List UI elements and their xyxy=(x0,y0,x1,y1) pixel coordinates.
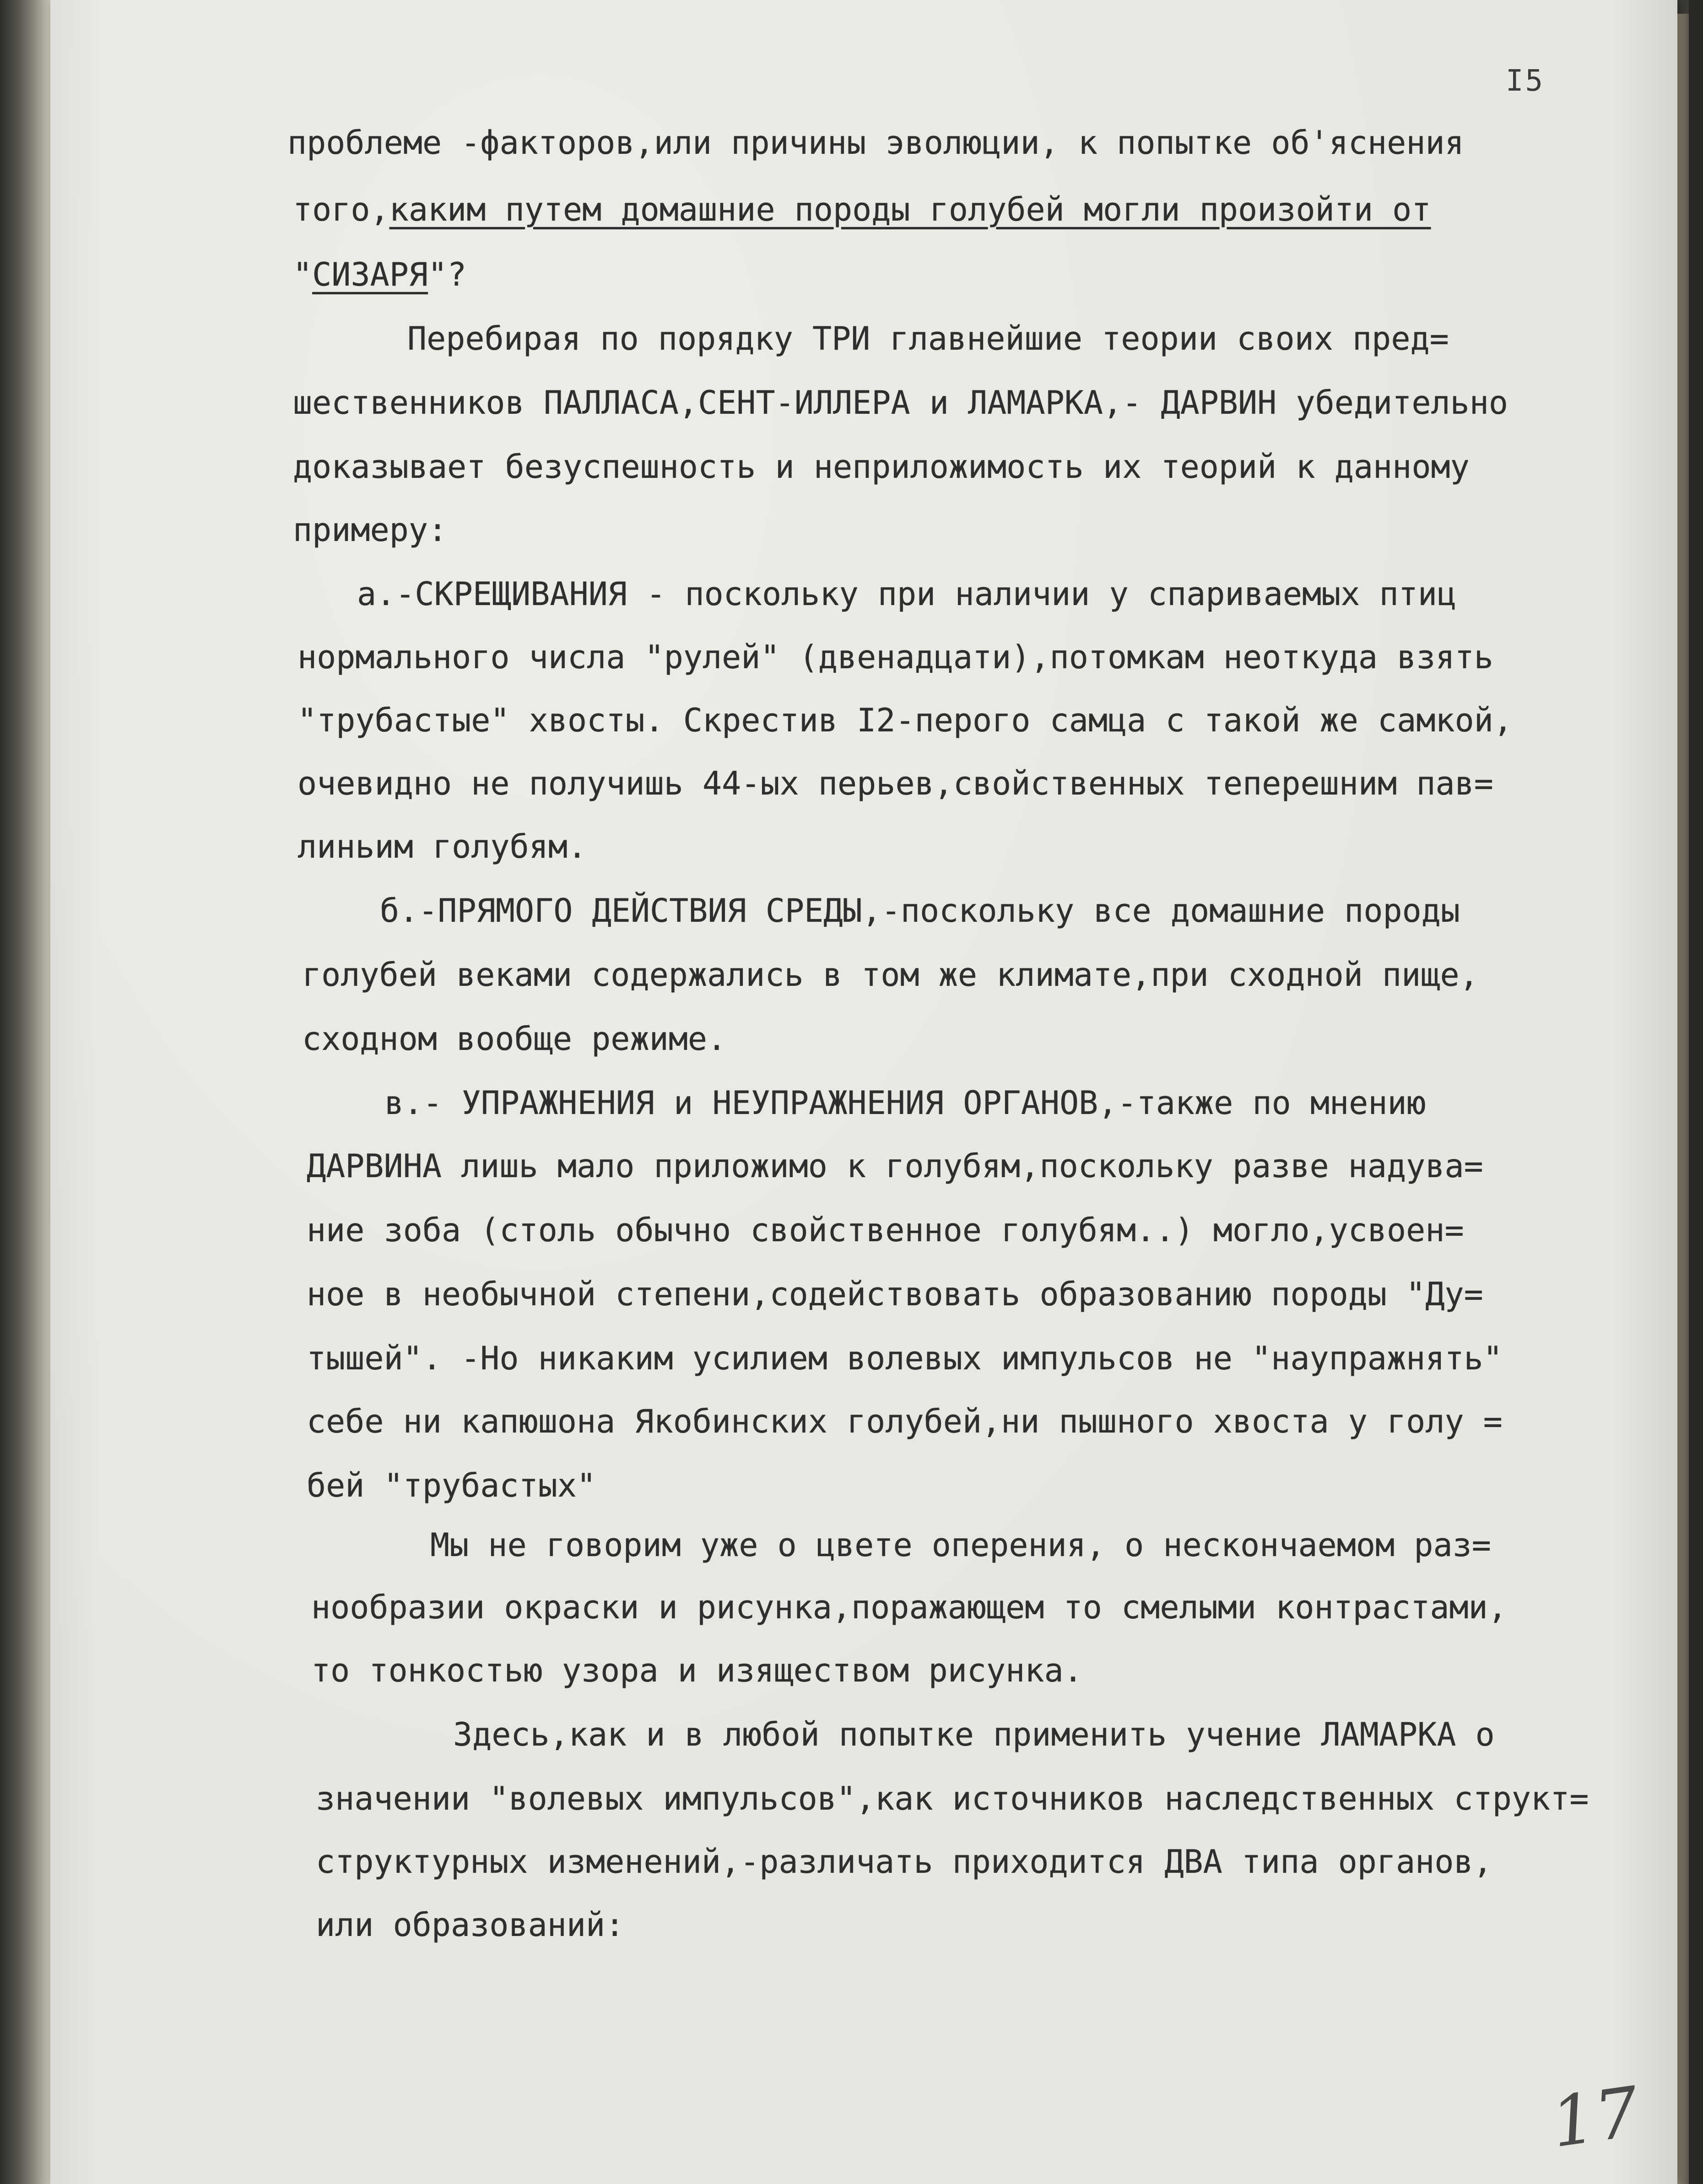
underlined-question: каким путем домашние породы голубей могли произойти от xyxy=(389,191,1431,228)
text-line-6: доказывает безуспешность и неприложимость их теорий к данному xyxy=(293,448,1470,486)
underlined-sizar: СИЗАРЯ xyxy=(312,256,428,293)
page-stack-left-edge xyxy=(0,0,50,2184)
page-number: I5 xyxy=(1506,64,1545,98)
text-line-24: нообразии окраски и рисунка,поражающем то смелыми контрастами, xyxy=(311,1589,1507,1626)
quote-close: "? xyxy=(428,256,467,293)
text-line-7: примеру: xyxy=(293,511,448,549)
handwritten-folio-number: 17 xyxy=(1546,2072,1644,2163)
text-line-12: линьим голубям. xyxy=(297,828,587,865)
text-line-16: в.- УПРАЖНЕНИЯ и НЕУПРАЖНЕНИЯ ОРГАНОВ,-также по мнению xyxy=(384,1084,1426,1122)
text-line-5: шественников ПАЛЛАСА,СЕНТ-ИЛЛЕРА и ЛАМАРКА,- ДАРВИН убедительно xyxy=(293,384,1508,422)
text-line-20: тышей". -Но никаким усилием волевых импульсов не "наупражнять" xyxy=(307,1340,1503,1377)
text-line-10: "трубастые" хвосты. Скрестив I2-перого самца с такой же самкой, xyxy=(297,702,1513,739)
quote-open: " xyxy=(293,256,313,293)
text-line-27: значении "волевых импульсов",как источников наследственных структ= xyxy=(316,1780,1589,1817)
text-line-4: Перебирая по порядку ТРИ главнейшие теории своих пред= xyxy=(407,320,1449,357)
background-right xyxy=(1689,0,1703,2184)
text-line-8: а.-СКРЕЩИВАНИЯ - поскольку при наличии у спариваемых птиц xyxy=(357,575,1457,613)
text-line-2 xyxy=(293,191,1431,228)
text-line-21: себе ни капюшона Якобинских голубей,ни пышного хвоста у голу = xyxy=(307,1403,1503,1440)
text-line-17: ДАРВИНА лишь мало приложимо к голубям,поскольку разве надува= xyxy=(307,1147,1483,1185)
text-line-14: голубей веками содержались в том же климате,при сходной пище, xyxy=(302,956,1479,994)
text-line-28: структурных изменений,-различать приходится ДВА типа органов, xyxy=(316,1843,1492,1881)
text-line-26: Здесь,как и в любой попытке применить учение ЛАМАРКА о xyxy=(453,1716,1495,1753)
text-line-29: или образований: xyxy=(316,1906,625,1944)
text-line-18: ние зоба (столь обычно свойственное голубям..) могло,усвоен= xyxy=(307,1211,1464,1249)
text-line-13: б.-ПРЯМОГО ДЕЙСТВИЯ СРЕДЫ,-поскольку все домашние породы xyxy=(380,892,1460,930)
text-line-3 xyxy=(293,256,466,293)
text-line-23: Мы не говорим уже о цвете оперения, о нескончаемом раз= xyxy=(430,1526,1491,1564)
text-line-19: ное в необычной степени,содействовать образованию породы "Ду= xyxy=(307,1276,1483,1313)
text-line-1: проблеме -факторов,или причины эволюции, к попытке об'яснения xyxy=(287,124,1464,162)
text-line-15: сходном вообще режиме. xyxy=(302,1020,727,1058)
text-line-11: очевидно не получишь 44-ых перьев,свойственных теперешним пав= xyxy=(297,765,1493,802)
text-line-25: то тонкостью узора и изяществом рисунка. xyxy=(311,1652,1083,1689)
text-line-2-start: того, xyxy=(293,191,389,228)
text-line-22: бей "трубастых" xyxy=(307,1467,596,1504)
text-line-9: нормального числа "рулей" (двенадцати),потомкам неоткуда взять xyxy=(297,638,1493,676)
